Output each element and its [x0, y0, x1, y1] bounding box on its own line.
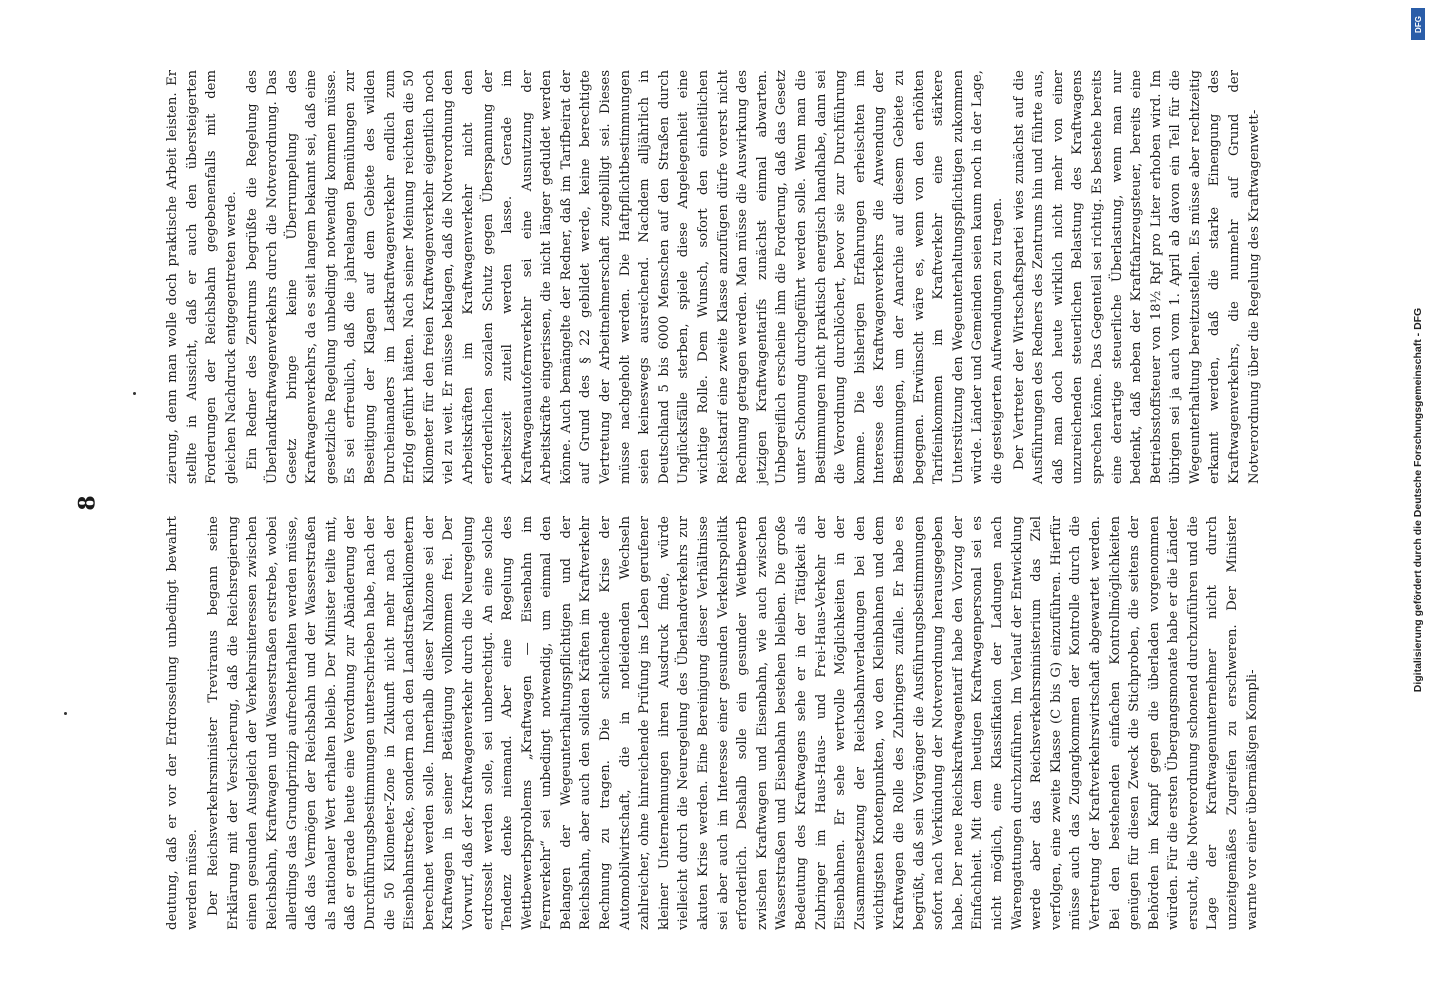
right-column: [163, 70, 1262, 484]
scan-speck: [133, 392, 136, 395]
paragraph: deutung, daß er vor der Erdrosselung unbedingt bewahrt werden müsse.: [165, 516, 200, 930]
paragraph: zierung, denn man wolle doch praktische Arbeit leisten. Er stellte in Aussicht, daß er auch den übersteigerten Forderungen der Reichsbahn gegebenenfalls mit dem gleichen Nachdruck entgegentreten werde.: [165, 70, 239, 484]
funding-notice: Digitalisierung gefördert durch die Deutsche Forschungsgemeinschaft - DFG: [1412, 307, 1424, 693]
left-column: [163, 516, 1260, 930]
text-columns: [163, 70, 1262, 930]
dfg-logo: DFG: [1411, 8, 1425, 40]
page-number: 8: [74, 495, 101, 511]
paragraph: Der Vertreter der Wirtschaftspartei wies zunächst auf die Ausführungen des Redners des Zentrums hin und führte aus, daß man doch heute wirklich nicht mehr von einer unzureichenden steuerlichen Belastung des Kraftwagens sprechen könne. Das Gegenteil sei richtig. Es bestehe bereits eine derartige steuerliche Überlastung, wenn man nur bedenkt, daß neben der Kraftfahrzeugsteuer, bereits eine Betriebsstoffsteuer von 18½ Rpf pro Liter erhoben wird. Im übrigen sei ja auch vom 1. April ab davon ein Teil für die Wegeunterhaltung bereitzustellen. Es müsse aber rechtzeitig erkannt werden, daß die starke Einengung des Kraftwagenverkehrs, die nunmehr auf Grund der Notverordnung über die Regelung des Kraftwagenwett-: [1011, 70, 1262, 484]
scan-speck: [64, 712, 67, 715]
paragraph: Der Reichsverkehrsminister Treviranus begann seine Erklärung mit der Versicherung, daß die Reichsregierung einen gesunden Ausgleich der Verkehrsinteressen zwischen Reichsbahn, Kraftwagen und Wasserstraßen erstrebe, wobei allerdings das Grundprinzip aufrechterhalten werden müsse, daß das Vermögen der Reichsbahn und der Wasserstraßen als nationaler Wert erhalten bleibe. Der Minister teilte mit, daß er gerade heute eine Verordnung zur Abänderung der Durchführungsbestimmungen unterschrieben habe, nach der die 50 Kilometer-Zone in Zukunft nicht mehr nach der Eisenbahnstrecke, sondern nach den Landstraßenkilometern berechnet werden solle. Innerhalb dieser Nahzone sei der Kraftwagen in seiner Betätigung vollkommen frei. Der Vorwurf, daß der Kraftwagenverkehr durch die Neuregelung erdrosselt werden solle, sei unberechtigt. An eine solche Tendenz denke niemand. Aber eine Regelung des Wettbewerbsproblems „Kraftwagen — Eisenbahn im Fernverkehr“ sei unbedingt notwendig, um einmal den Belangen der Wegeunterhaltungspflichtigen und der Reichsbahn, aber auch den soliden Kräften im Kraftverkehr Rechnung zu tragen. Die schleichende Krise der Automobilwirtschaft, die in notleidenden Wechseln zahlreicher, ohne hinreichende Prüfung ins Leben gerufener kleiner Unternehmungen ihren Ausdruck finde, würde vielleicht durch die Neuregelung des Überlandverkehrs zur akuten Krise werden. Eine Bereinigung dieser Verhältnisse sei aber auch im Interesse einer gesunden Verkehrspolitik erforderlich. Deshalb solle ein gesunder Wettbewerb zwischen Kraftwagen und Eisenbahn, wie auch zwischen Wasserstraßen und Eisenbahn bestehen bleiben. Die große Bedeutung des Kraftwagens sehe er in der Tätigkeit als Zubringer im Haus-Haus- und Frei-Haus-Verkehr der Eisenbahnen. Er sehe wertvolle Möglichkeiten in der Zusammensetzung der Reichsbahnverladungen bei den wichtigsten Knotenpunkten, wo den Kleinbahnen und dem Kraftwagen die Rolle des Zubringers zufalle. Er habe es begrüßt, daß sein Vorgänger die Ausführungsbestimmungen sofort nach Verkündung der Notverordnung herausgegeben habe. Der neue Reichskraftwagentarif habe den Vorzug der Einfachheit. Mit dem heutigen Kraftwagenpersonal sei es nicht möglich, eine Klassifikation der Ladungen nach Warengattungen durchzuführen. Im Verlauf der Entwicklung werde aber das Reichsverkehrsministerium das Ziel verfolgen, eine zweite Klasse (C bis G) einzuführen. Hierfür müsse auch das Zugangkommen der Kontrolle durch die Vertretung der Kraftverkehrswirtschaft abgewartet werden. Bei den bestehenden einfachen Kontrollmöglichkeiten genügen für diesen Zweck die Stichproben, die seitens der Behörden im Kampf gegen die überladen vorgenommen würden. Für die ersten Übergangsmonate habe er die Länder ersucht, die Notverordnung schonend durchzuführen und die Lage der Kraftwagenunternehmer nicht durch unzeitgemäßes Zugreifen zu erschweren. Der Minister warnte vor einer übermäßigen Kompli-: [206, 516, 1260, 930]
paragraph: Ein Redner des Zentrums begrüßte die Regelung des Überlandkraftwagenverkehrs durch die Notverordnung. Das Gesetz bringe keine Überrumpelung des Kraftwagenverkehrs, da es seit langem bekannt sei, daß eine gesetzliche Regelung unbedingt notwendig kommen müsse. Es sei erfreulich, daß die jahrelangen Bemühungen zur Beseitigung der Klagen auf dem Gebiete des wilden Durcheinanders im Lastkraftwagenverkehr endlich zum Erfolg geführt hätten. Nach seiner Meinung reichten die 50 Kilometer für den freien Kraftwagenverkehr eigentlich noch viel zu weit. Er müsse beklagen, daß die Notverordnung den Arbeitskräften im Kraftwagenverkehr nicht den erforderlichen sozialen Schutz gegen Überspannung der Arbeitszeit zuteil werden lasse. Gerade im Kraftwagenautofernverkehr sei eine Ausnutzung der Arbeitskräfte eingerissen, die nicht länger geduldet werden könne. Auch bemängelte der Redner, daß im Tarifbeirat der auf Grund des § 22 gebildet werde, keine berechtigte Vertretung der Arbeitnehmerschaft zugebilligt sei. Dieses müsse nachgeholt werden. Die Haftpflichtbestimmungen seien keineswegs ausreichend. Nachdem alljährlich in Deutschland 5 bis 6000 Menschen auf den Straßen durch Unglücksfälle sterben, spiele diese Angelegenheit eine wichtige Rolle. Dem Wunsch, sofort den einheitlichen Reichstarif eine zweite Klasse anzufügen dürfe vorerst nicht Rechnung getragen werden. Man müsse die Auswirkung des jetzigen Kraftwagentarifs zunächst einmal abwarten. Unbegreiflich erscheine ihm die Forderung, daß das Gesetz unter Schonung durchgeführt werden solle. Wenn man die Bestimmungen nicht praktisch energisch handhabe, dann sei die Verordnung durchlöchert, bevor sie zur Durchführung komme. Die bisherigen Erfahrungen erheischten im Interesse des Kraftwagenverkehrs die Anwendung der Bestimmungen, um der Anarchie auf diesem Gebiete zu begegnen. Erwünscht wäre es, wenn von den erhöhten Tarifeinkommen im Kraftverkehr eine stärkere Unterstützung den Wegeunterhaltungspflichtigen zukommen würde. Länder und Gemeinden seien kaum noch in der Lage, die gesteigerten Aufwendungen zu tragen.: [245, 70, 1005, 484]
